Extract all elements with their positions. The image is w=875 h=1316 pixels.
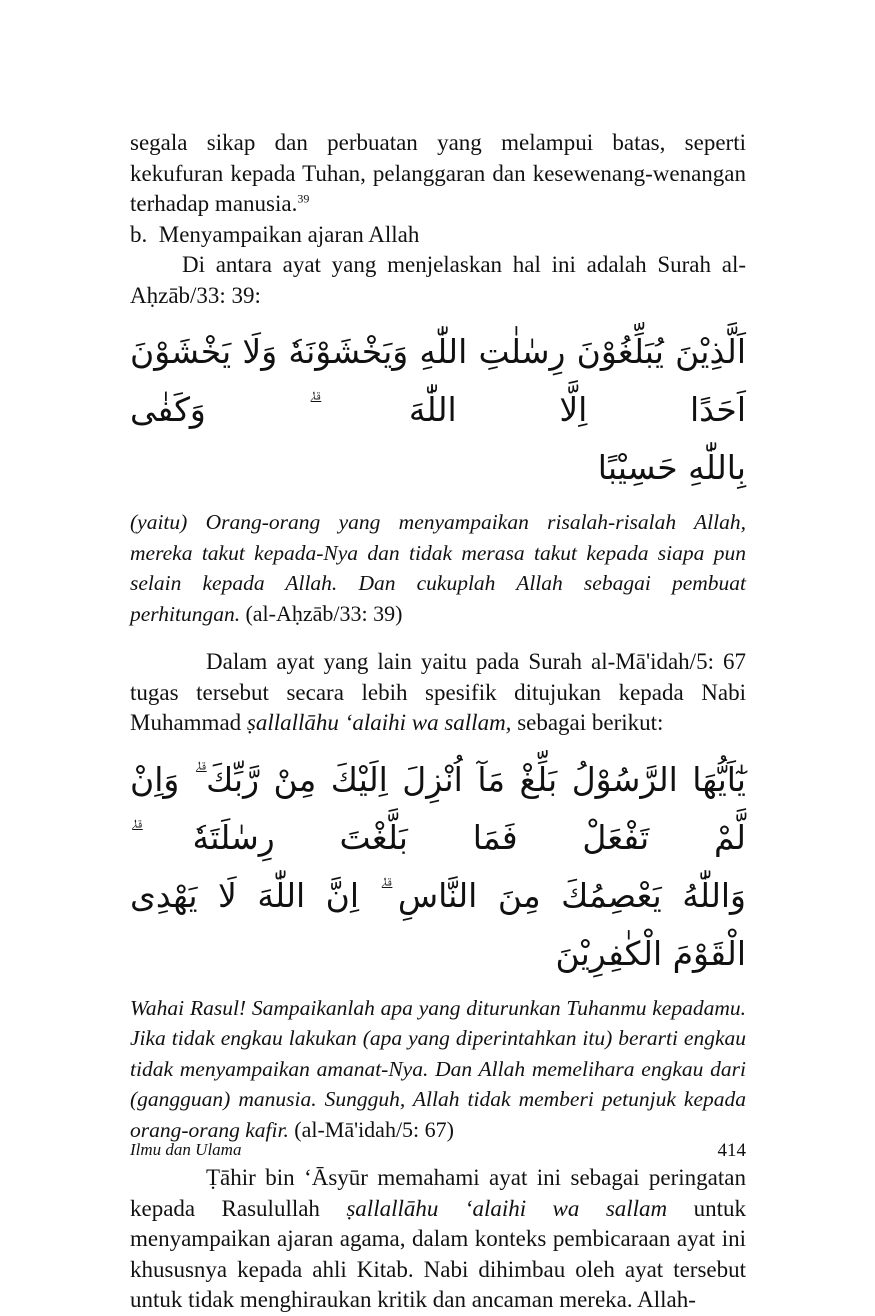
footnote-marker[interactable]: 39 xyxy=(297,191,310,206)
arabic-verse-2-line-2: وَاللّٰهُ يَعْصِمُكَ مِنَ النَّاسِ ۗ اِنَّ اللّٰهَ لَا يَهْدِى الْقَوْمَ الْكٰفِرِيْنَ xyxy=(130,875,746,973)
list-label: b. xyxy=(130,221,148,247)
arabic-verse-1-line-2: بِاللّٰهِ حَسِيْبًا xyxy=(597,448,746,487)
arabic-verse-2 xyxy=(130,751,746,983)
list-text: Menyampaikan ajaran Allah xyxy=(158,221,420,247)
paragraph-text-end: untuk menyampaikan ajaran agama, dalam konteks pembicaraan ayat ini khususnya kepada ahli Kitab. Nabi dihimbau oleh ayat tersebut untuk tidak menghiraukan kritik dan ancaman mereka. Allah- xyxy=(130,1195,746,1312)
page-body xyxy=(130,128,746,1316)
list-item-b xyxy=(130,220,746,251)
page-footer xyxy=(130,1140,746,1162)
paragraph-text: segala sikap dan perbuatan yang melampui batas, seperti kekufuran kepada Tuhan, pelanggaran dan kesewenang-wenangan terhadap manusia. xyxy=(130,130,746,216)
book-title: Ilmu dan Ulama xyxy=(130,1140,242,1159)
salawat-italic: ṣallallāhu ‘alaihi wa sallam, xyxy=(246,710,512,735)
verse-2-translation xyxy=(130,993,746,1146)
paragraph-continuation xyxy=(130,128,746,220)
paragraph-intro-verse2 xyxy=(130,647,746,739)
arabic-verse-1 xyxy=(130,323,746,497)
page-number: 414 xyxy=(717,1140,746,1161)
verse-1-reference: (al-Aḥzāb/33: 39) xyxy=(245,600,403,626)
verse-1-translation xyxy=(130,507,746,629)
arabic-verse-1-line-1: اَلَّذِيْنَ يُبَلِّغُوْنَ رِسٰلٰتِ اللّٰهِ وَيَخْشَوْنَهٗ وَلَا يَخْشَوْنَ اَحَدًا اِلَّا اللّٰهَ ۗ وَكَفٰى xyxy=(130,332,746,429)
verse-1-translation-text: (yaitu) Orang-orang yang menyampaikan risalah-risalah Allah, mereka takut kepada-Nya dan tidak merasa takut kepada siapa pun selain kepada Allah. Dan cukuplah Allah sebagai pembuat perhitungan. xyxy=(130,510,746,626)
salawat-italic: ṣallallāhu ‘alaihi wa sallam xyxy=(346,1195,668,1221)
paragraph-tahir xyxy=(130,1163,746,1316)
paragraph-text: Dalam ayat yang lain yaitu pada Surah al-Mā'idah/5: 67 tugas tersebut secara lebih spesifik ditujukan kepada Nabi Muhammad xyxy=(130,649,746,735)
paragraph-text: Ṭāhir bin ‘Āsyūr memahami ayat ini sebagai peringatan kepada Rasulullah xyxy=(130,1165,746,1221)
verse-2-translation-text: Wahai Rasul! Sampaikanlah apa yang diturunkan Tuhanmu kepadamu. Jika tidak engkau lakukan (apa yang diperintahkan itu) berarti engkau tidak menyampaikan amanat-Nya. Dan Allah memelihara engkau dari (gangguan) manusia. Sungguh, Allah tidak memberi petunjuk kepada orang-orang kafir. xyxy=(130,995,746,1142)
arabic-verse-2-line-1: يٰٓاَيُّهَا الرَّسُوْلُ بَلِّغْ مَآ اُنْزِلَ اِلَيْكَ مِنْ رَّبِّكَ ۗ وَاِنْ لَّمْ تَفْعَلْ فَمَا بَلَّغْتَ رِسٰلَتَهٗ ۗ xyxy=(130,759,746,857)
paragraph-intro-verse1: Di antara ayat yang menjelaskan hal ini adalah Surah al-Aḥzāb/33: 39: xyxy=(130,252,746,308)
paragraph-text-end: sebagai berikut: xyxy=(511,710,664,735)
verse-2-reference: (al-Mā'idah/5: 67) xyxy=(294,1116,454,1142)
